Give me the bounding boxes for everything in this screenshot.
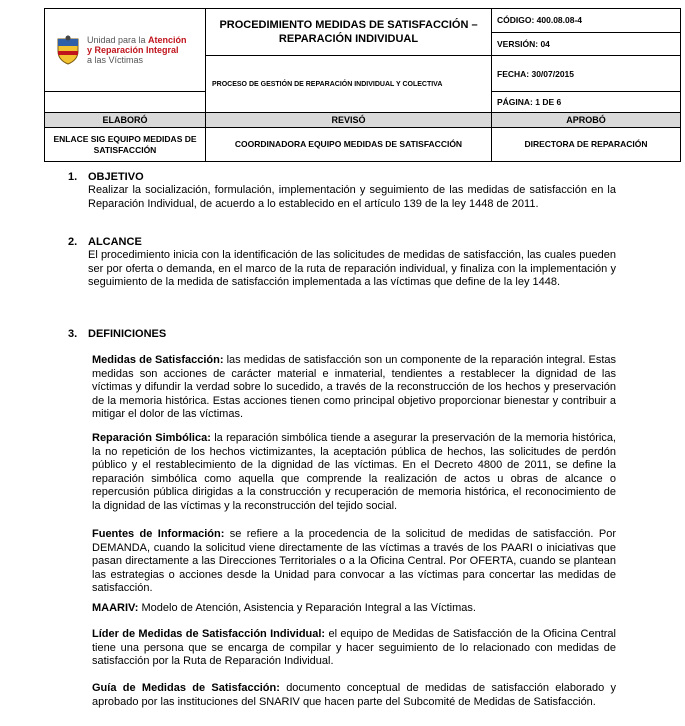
document-title: PROCEDIMIENTO MEDIDAS DE SATISFACCIÓN – REPARACIÓN INDIVIDUAL [206, 9, 492, 56]
definition-term: Medidas de Satisfacción: [92, 354, 224, 366]
definition-item [92, 432, 616, 513]
definition-text: el equipo de Medidas de Satisfacción de la Oficina Central tiene una persona que se encarga de compilar y hacer seguimiento de lo relacionado con medidas de satisfacción por la Ruta de Reparación Individual. [92, 628, 616, 667]
section-title: DEFINICIONES [88, 328, 167, 340]
page-field: PÁGINA: 1 DE 6 [492, 92, 681, 113]
code-field: CÓDIGO: 400.08.08-4 [492, 9, 681, 33]
aprobo-header: APROBÓ [492, 113, 681, 128]
definition-term: Líder de Medidas de Satisfacción Individual: [92, 628, 326, 640]
logo-cell-spacer [45, 92, 206, 113]
elaboro-header: ELABORÓ [45, 113, 206, 128]
section-body: Realizar la socialización, formulación, implementación y seguimiento de las medidas de satisfacción en la Reparación Individual, de acuerdo a lo establecido en el artículo 139 de la ley 1448 de 2011. [88, 184, 616, 210]
definition-item [92, 628, 616, 669]
definition-term: Fuentes de Información: [92, 528, 225, 540]
definition-text: documento conceptual de medidas de satisfacción elaborado y aprobado por las instituciones del SNARIV que hacen parte del Subcomité de Medidas de Satisfacción. [92, 682, 616, 708]
document-header-table [44, 8, 681, 162]
definition-text: la reparación simbólica tiende a asegurar la preservación de la memoria histórica, la no repetición de los hechos victimizantes, la aceptación pública de hechos, las solicitudes de perdón público y el restablecimiento de la dignidad de las víctimas. En el Decreto 4800 de 2011, se define la reparación simbólica como aquella que comprende la realización de actos u obras de alcance o repercusión pública dirigidas a la construcción y recuperación de memoria histórica, el reconocimiento de la dignidad de las víctimas y la reconstrucción del tejido social. [92, 432, 616, 512]
definition-item [92, 354, 616, 422]
logo-cell [45, 9, 206, 92]
section-number: 3. [68, 328, 78, 340]
definition-text: las medidas de satisfacción son un componente de la reparación integral. Estas medidas son acciones de carácter material e inmaterial, tendientes a restablecer la dignidad de las víctimas y difundir la verdad sobre lo sucedido, a través de la reconstrucción de los hechos y preservación de la memoria histórica. Estas acciones tienen como principal objetivo proporcionar bienestar y contribuir a mitigar el dolor de las víctimas. [92, 354, 616, 420]
section-number: 2. [68, 236, 78, 248]
section-title: ALCANCE [88, 236, 142, 248]
aprobo-value: DIRECTORA DE REPARACIÓN [492, 128, 681, 162]
reviso-header: REVISÓ [206, 113, 492, 128]
version-field: VERSIÓN: 04 [492, 32, 681, 56]
definition-item [92, 682, 616, 709]
definition-term: Guía de Medidas de Satisfacción: [92, 682, 280, 694]
definition-text: se refiere a la procedencia de la solicitud de medidas de satisfacción. Por DEMANDA, cuando la solicitud viene directamente de las víctimas a través de los PAARI o iniciativas que pasan directamente a las Direcciones Territoriales o a la Oficina Central. Por OFERTA, cuando se plantean las estrategias o acciones desde la Unidad para convocar a las víctimas para concertar las medidas de satisfacción. [92, 528, 616, 594]
logo-text: Unidad para la Atención y Reparación Integral a las Víctimas [87, 35, 187, 65]
process-name: PROCESO DE GESTIÓN DE REPARACIÓN INDIVIDUAL Y COLECTIVA [206, 56, 492, 113]
definition-term: MAARIV: [92, 602, 139, 614]
reviso-value: COORDINADORA EQUIPO MEDIDAS DE SATISFACCIÓN [206, 128, 492, 162]
definition-item [92, 602, 616, 616]
section-number: 1. [68, 171, 78, 183]
section-title: OBJETIVO [88, 171, 144, 183]
definition-text: Modelo de Atención, Asistencia y Reparación Integral a las Víctimas. [138, 602, 476, 614]
coat-of-arms-icon [55, 35, 81, 65]
definition-term: Reparación Simbólica: [92, 432, 211, 444]
section-body: El procedimiento inicia con la identificación de las solicitudes de medidas de satisfacción, las cuales pueden ser por oferta o demanda, en el marco de la ruta de reparación individual, y finaliza con la implementación y seguimiento de la medida de satisfacción implementada a las víctimas que define de la ley 1448. [88, 249, 616, 288]
date-field: FECHA: 30/07/2015 [492, 56, 681, 92]
definition-item [92, 528, 616, 596]
elaboro-value: ENLACE SIG EQUIPO MEDIDAS DE SATISFACCIÓN [45, 128, 206, 162]
